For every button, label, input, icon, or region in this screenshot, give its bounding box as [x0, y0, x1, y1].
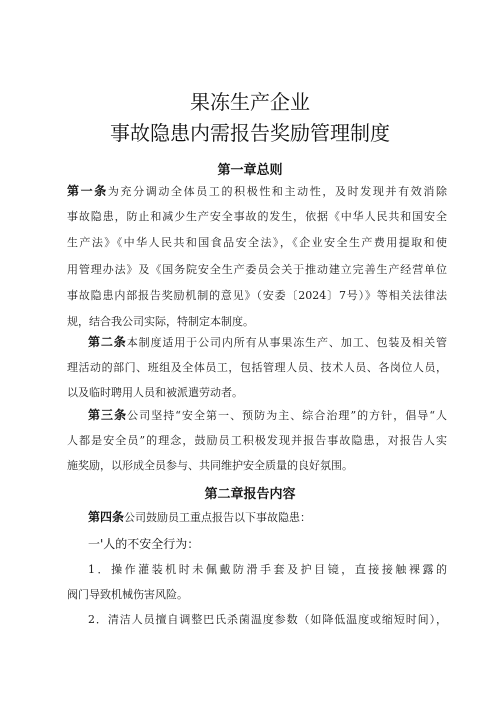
article-3-line-2: 人都是安全员”的理念，鼓励员工积极发现并报告事故隐患，对报告人实 — [67, 434, 447, 447]
article-1-line-2: 事故隐患，防止和减少生产安全事故的发生，依据《中华人民共和国安全 — [67, 210, 447, 223]
article-2-line-2: 理活动的部门、班组及全体员工，包括管理人员、技术人员、各岗位人员， — [67, 361, 447, 374]
article-4-line — [88, 510, 447, 525]
chapter-2-heading: 第二章报告内容 — [204, 487, 296, 502]
article-3-label: 第三条 — [88, 408, 128, 422]
article-2-label: 第二条 — [88, 335, 127, 349]
section-1-heading: 一'人的不安全行为： — [88, 537, 200, 551]
article-2-line-3: 以及临时聘用人员和被派遣劳动者。 — [67, 386, 243, 399]
document-title-line-1: 果冻生产企业 — [190, 90, 310, 114]
chapter-1-heading: 第一章总则 — [217, 163, 283, 178]
article-3-line-1 — [88, 408, 447, 423]
item-2-line-1: 2．清洁人员擅自调整巴氏杀菌温度参数（如降低温度或缩短时间）， — [88, 613, 447, 626]
article-3-text-1: 公司坚持“安全第一、预防为主、综合治理”的方针，倡导“人 — [127, 409, 447, 422]
article-1-line-1 — [67, 184, 447, 199]
item-1-line-2: 阀门导致机械伤害风险。 — [67, 588, 188, 601]
article-1-line-4: 用管理办法》及《国务院安全生产委员会关于推动建立完善生产经营单位 — [67, 263, 447, 276]
article-4-text: 公司鼓励员工重点报告以下事故隐患： — [124, 511, 312, 524]
article-3-line-3: 施奖励，以形成全员参与、共同维护安全质量的良好氛围。 — [67, 459, 353, 472]
article-2-line-1 — [88, 335, 447, 350]
document-title-line-2: 事故隐患内需报告奖励管理制度 — [110, 121, 390, 145]
article-1-line-3: 生产法》《中华人民共和国食品安全法》，《企业安全生产费用提取和使 — [67, 236, 447, 249]
article-1-line-6: 规，结合我公司实际，特制定本制度。 — [67, 315, 254, 328]
item-1-line-1: 1．操作灌装机时未佩戴防滑手套及护目镜，直接接触裸露的 — [88, 563, 447, 576]
article-1-text-1: 为充分调动全体员工的积极性和主动性，及时发现并有效消除 — [107, 185, 447, 198]
article-4-label: 第四条 — [88, 510, 125, 524]
article-1-line-5: 事故隐患内部报告奖励机制的意见》（安委〔2024〕7号）》等相关法律法 — [67, 289, 447, 302]
article-2-text-1: 本制度适用于公司内所有从事果冻生产、加工、包装及相关管 — [126, 336, 447, 349]
article-1-label: 第一条 — [67, 184, 108, 198]
